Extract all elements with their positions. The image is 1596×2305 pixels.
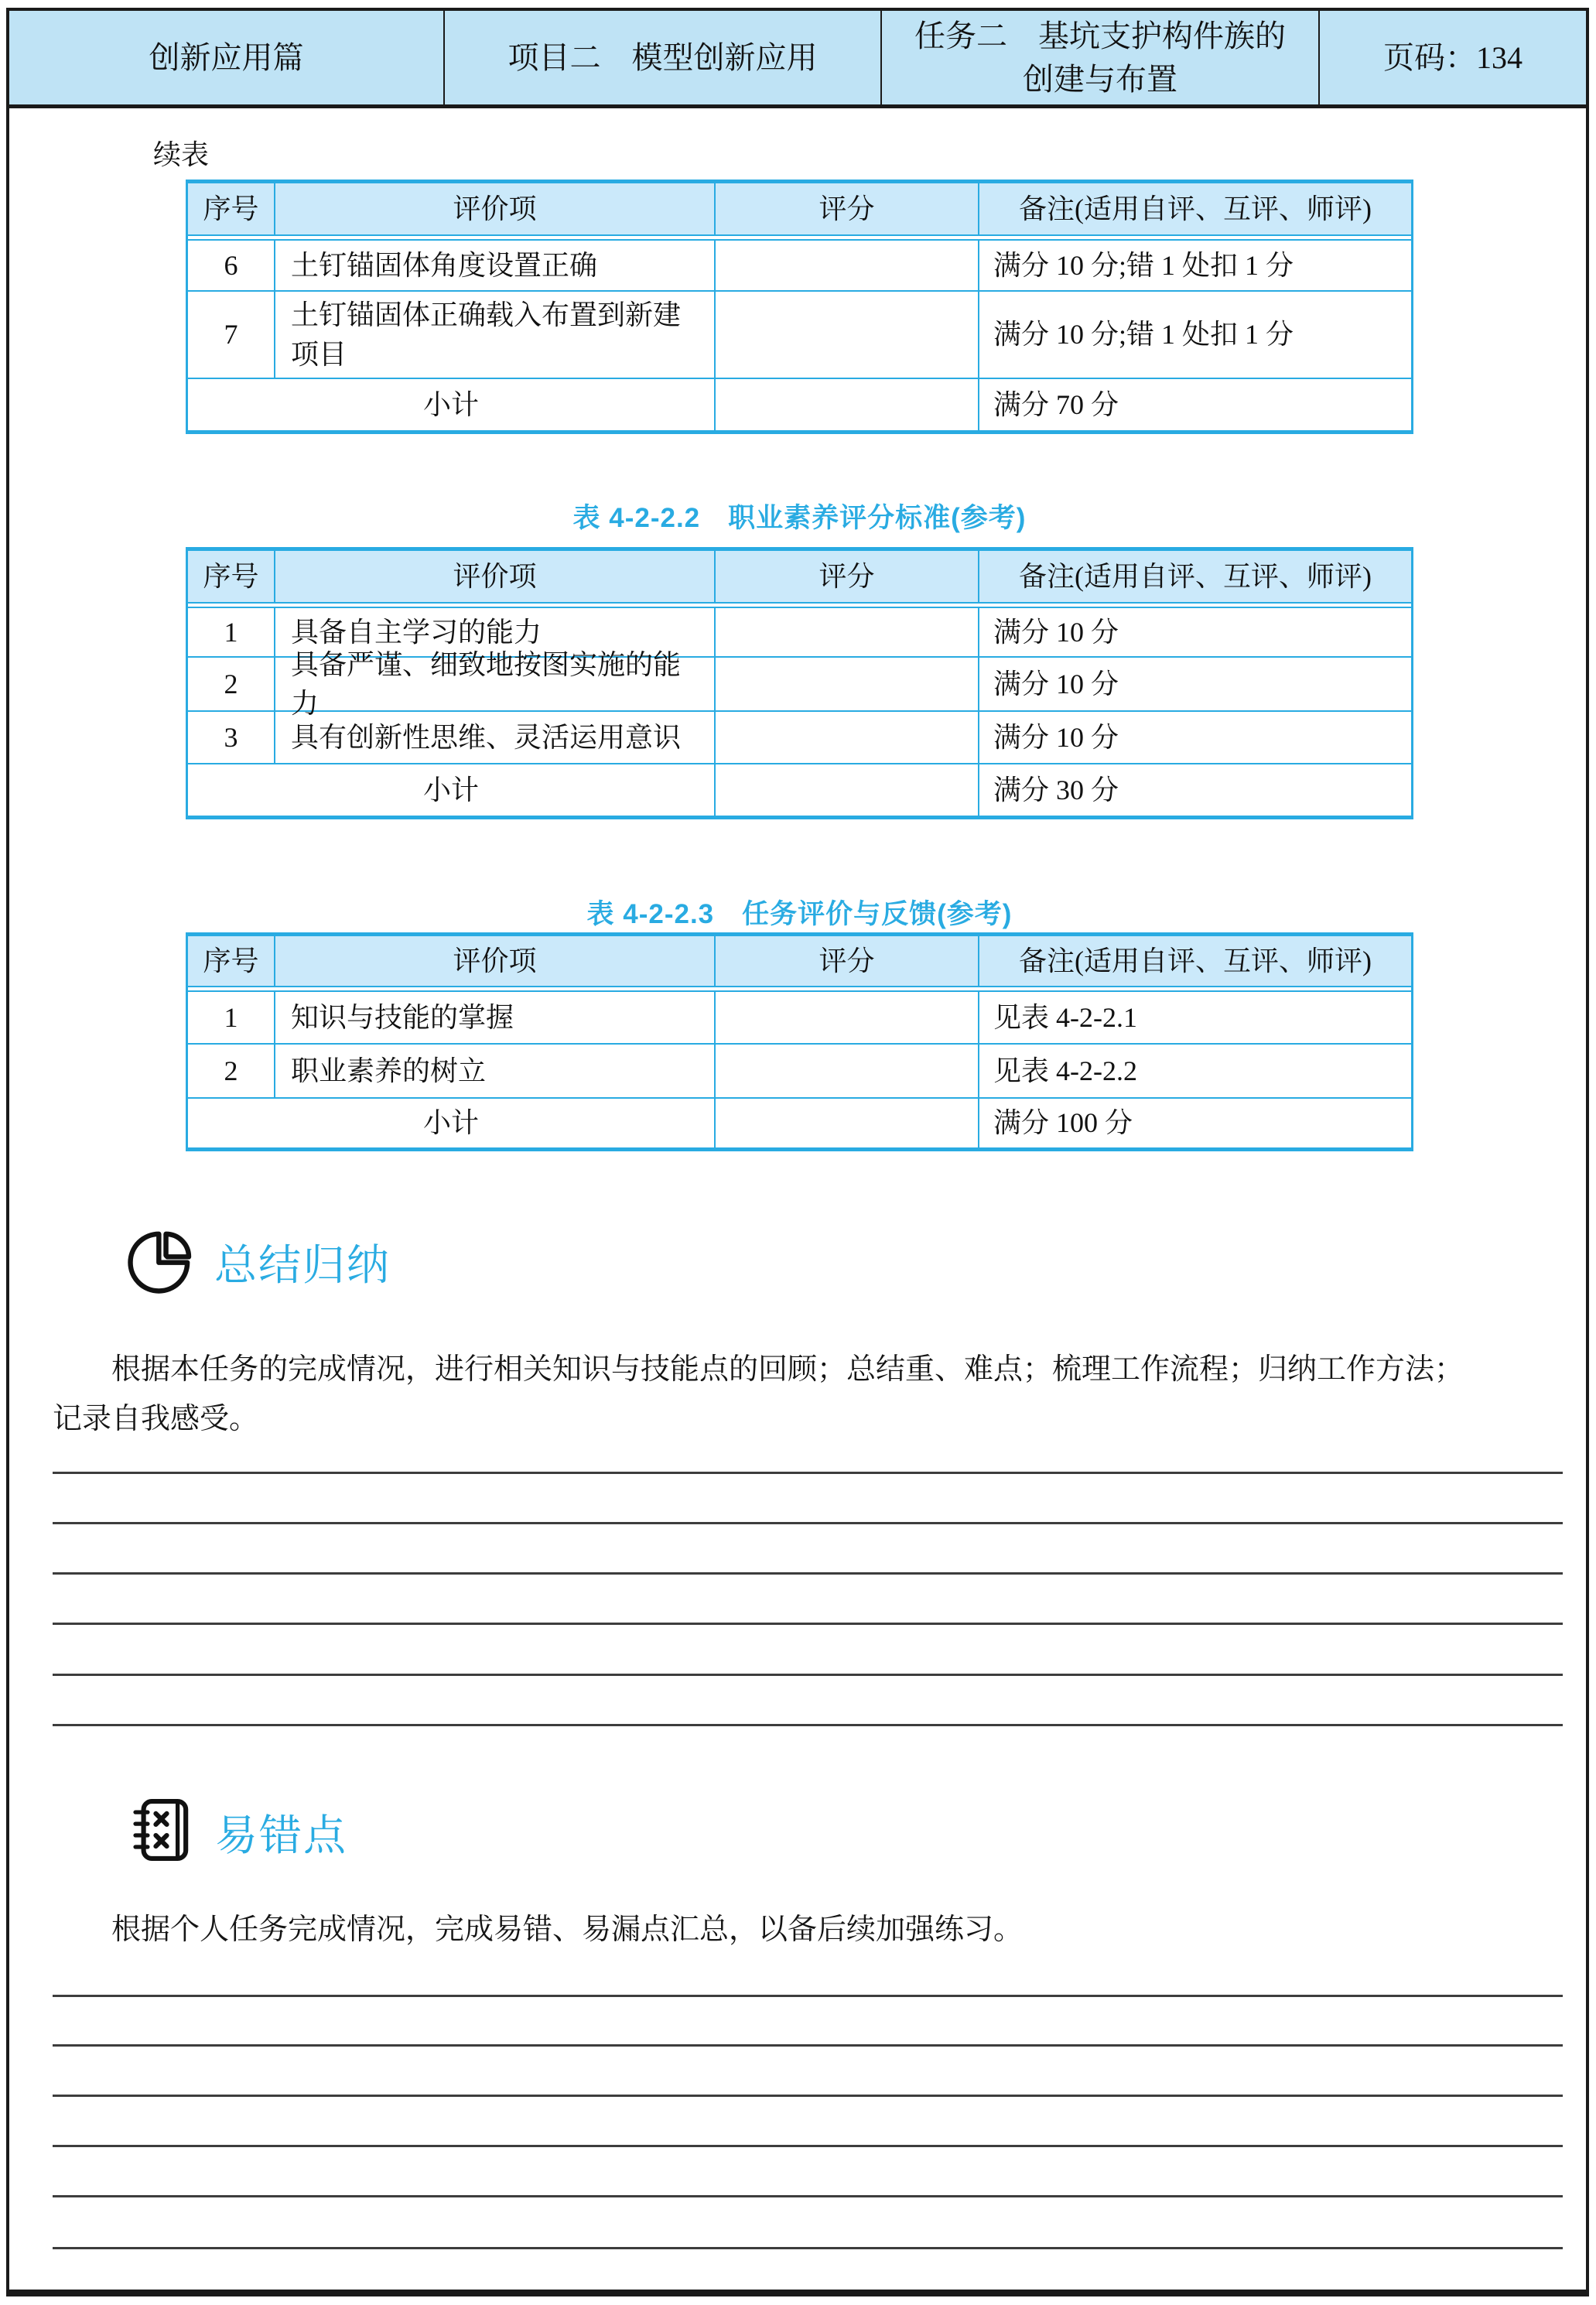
subtotal-score bbox=[716, 764, 979, 816]
section-mistakes-heading bbox=[130, 1796, 347, 1868]
header-project-title: 项目二 模型创新应用 bbox=[445, 11, 882, 104]
table-cell-no: 6 bbox=[188, 241, 275, 292]
table-caption-professional: 表 4-2-2.2 职业素养评分标准(参考) bbox=[572, 503, 1027, 533]
table-cell-score bbox=[716, 992, 979, 1045]
column-header-score: 评分 bbox=[716, 183, 979, 236]
subtotal-note: 满分 100 分 bbox=[993, 1107, 1133, 1139]
table-caption-feedback: 表 4-2-2.3 任务评价与反馈(参考) bbox=[586, 899, 1013, 929]
table-cell-item: 具备严谨、细致地按图实施的能力 bbox=[275, 658, 716, 712]
writing-line bbox=[53, 1572, 1563, 1575]
writing-line bbox=[53, 2095, 1563, 2097]
table-cell-note: 见表 4-2-2.2 bbox=[979, 1045, 1411, 1099]
page-header-band bbox=[9, 11, 1586, 108]
writing-line bbox=[53, 2145, 1563, 2147]
writing-line bbox=[53, 1724, 1563, 1726]
column-header-note: 备注(适用自评、互评、师评) bbox=[979, 936, 1411, 987]
column-header-no: 序号 bbox=[188, 551, 275, 604]
subtotal-score bbox=[716, 379, 979, 430]
header-page-number: 页码：134 bbox=[1383, 39, 1523, 75]
subtotal-label: 小计 bbox=[188, 379, 716, 430]
pie-chart-icon bbox=[126, 1224, 197, 1299]
writing-line bbox=[53, 2044, 1563, 2047]
section-summary-heading bbox=[126, 1224, 391, 1299]
subtotal-label: 小计 bbox=[188, 764, 716, 816]
writing-line bbox=[53, 1522, 1563, 1524]
table-cell-score bbox=[716, 608, 979, 658]
column-header-score: 评分 bbox=[716, 936, 979, 987]
table-cell-score bbox=[716, 292, 979, 379]
subtotal-note: 满分 30 分 bbox=[993, 774, 1119, 805]
table-cell-item: 土钉锚固体角度设置正确 bbox=[275, 241, 716, 292]
table-cell-note: 满分 10 分;错 1 处扣 1 分 bbox=[979, 292, 1411, 379]
column-header-no: 序号 bbox=[188, 183, 275, 236]
table-cell-item: 知识与技能的掌握 bbox=[275, 992, 716, 1045]
table-cell-note: 见表 4-2-2.1 bbox=[979, 992, 1411, 1045]
table-cell-note: 满分 10 分 bbox=[979, 658, 1411, 712]
writing-line bbox=[53, 2247, 1563, 2249]
column-header-item: 评价项 bbox=[275, 551, 716, 604]
table-cell-score bbox=[716, 712, 979, 764]
table-cell-no: 1 bbox=[188, 608, 275, 658]
table-cell-no: 7 bbox=[188, 292, 275, 379]
notebook-x-icon bbox=[130, 1796, 198, 1868]
table-cell-item: 具备自主学习的能力 bbox=[275, 608, 716, 658]
header-task-title bbox=[882, 11, 1320, 104]
subtotal-note: 满分 70 分 bbox=[993, 388, 1119, 420]
table-cell-item: 职业素养的树立 bbox=[275, 1045, 716, 1099]
score-table-knowledge-continued bbox=[186, 180, 1413, 434]
score-table-professional bbox=[186, 547, 1413, 819]
writing-line bbox=[53, 2195, 1563, 2197]
writing-line bbox=[53, 1995, 1563, 1997]
table-cell-note: 满分 10 分 bbox=[979, 608, 1411, 658]
table-cell-no: 2 bbox=[188, 1045, 275, 1099]
score-table-feedback bbox=[186, 932, 1413, 1151]
column-header-note: 备注(适用自评、互评、师评) bbox=[979, 551, 1411, 604]
subtotal-score bbox=[716, 1099, 979, 1147]
table-cell-score bbox=[716, 241, 979, 292]
table-cell-item: 具有创新性思维、灵活运用意识 bbox=[275, 712, 716, 764]
mistakes-paragraph: 根据个人任务完成情况，完成易错、易漏点汇总，以备后续加强练习。 bbox=[111, 1913, 1024, 1946]
table-cell-no: 2 bbox=[188, 658, 275, 712]
table-cell-note: 满分 10 分 bbox=[979, 712, 1411, 764]
column-header-item: 评价项 bbox=[275, 183, 716, 236]
table-cell-score bbox=[716, 658, 979, 712]
writing-line bbox=[53, 1623, 1563, 1625]
header-section-title: 创新应用篇 bbox=[9, 11, 445, 104]
header-task-title-text: 任务二 基坑支护构件族的创建与布置 bbox=[914, 18, 1286, 97]
table-cell-no: 1 bbox=[188, 992, 275, 1045]
table-cell-score bbox=[716, 1045, 979, 1099]
summary-paragraph: 根据本任务的完成情况，进行相关知识与技能点的回顾；总结重、难点；梳理工作流程；归纳工作方法；记录自我感受。 bbox=[53, 1353, 1464, 1435]
column-header-score: 评分 bbox=[716, 551, 979, 604]
subtotal-label: 小计 bbox=[188, 1099, 716, 1147]
column-header-no: 序号 bbox=[188, 936, 275, 987]
continued-table-label: 续表 bbox=[153, 139, 210, 170]
writing-line bbox=[53, 1472, 1563, 1474]
column-header-note: 备注(适用自评、互评、师评) bbox=[979, 183, 1411, 236]
table-cell-item: 土钉锚固体正确载入布置到新建项目 bbox=[275, 292, 716, 379]
document-page bbox=[6, 8, 1589, 2296]
column-header-item: 评价项 bbox=[275, 936, 716, 987]
section-title: 易错点 bbox=[215, 1811, 348, 1859]
writing-line bbox=[53, 1674, 1563, 1676]
section-title: 总结归纳 bbox=[214, 1241, 391, 1289]
table-cell-no: 3 bbox=[188, 712, 275, 764]
table-cell-note: 满分 10 分;错 1 处扣 1 分 bbox=[979, 241, 1411, 292]
